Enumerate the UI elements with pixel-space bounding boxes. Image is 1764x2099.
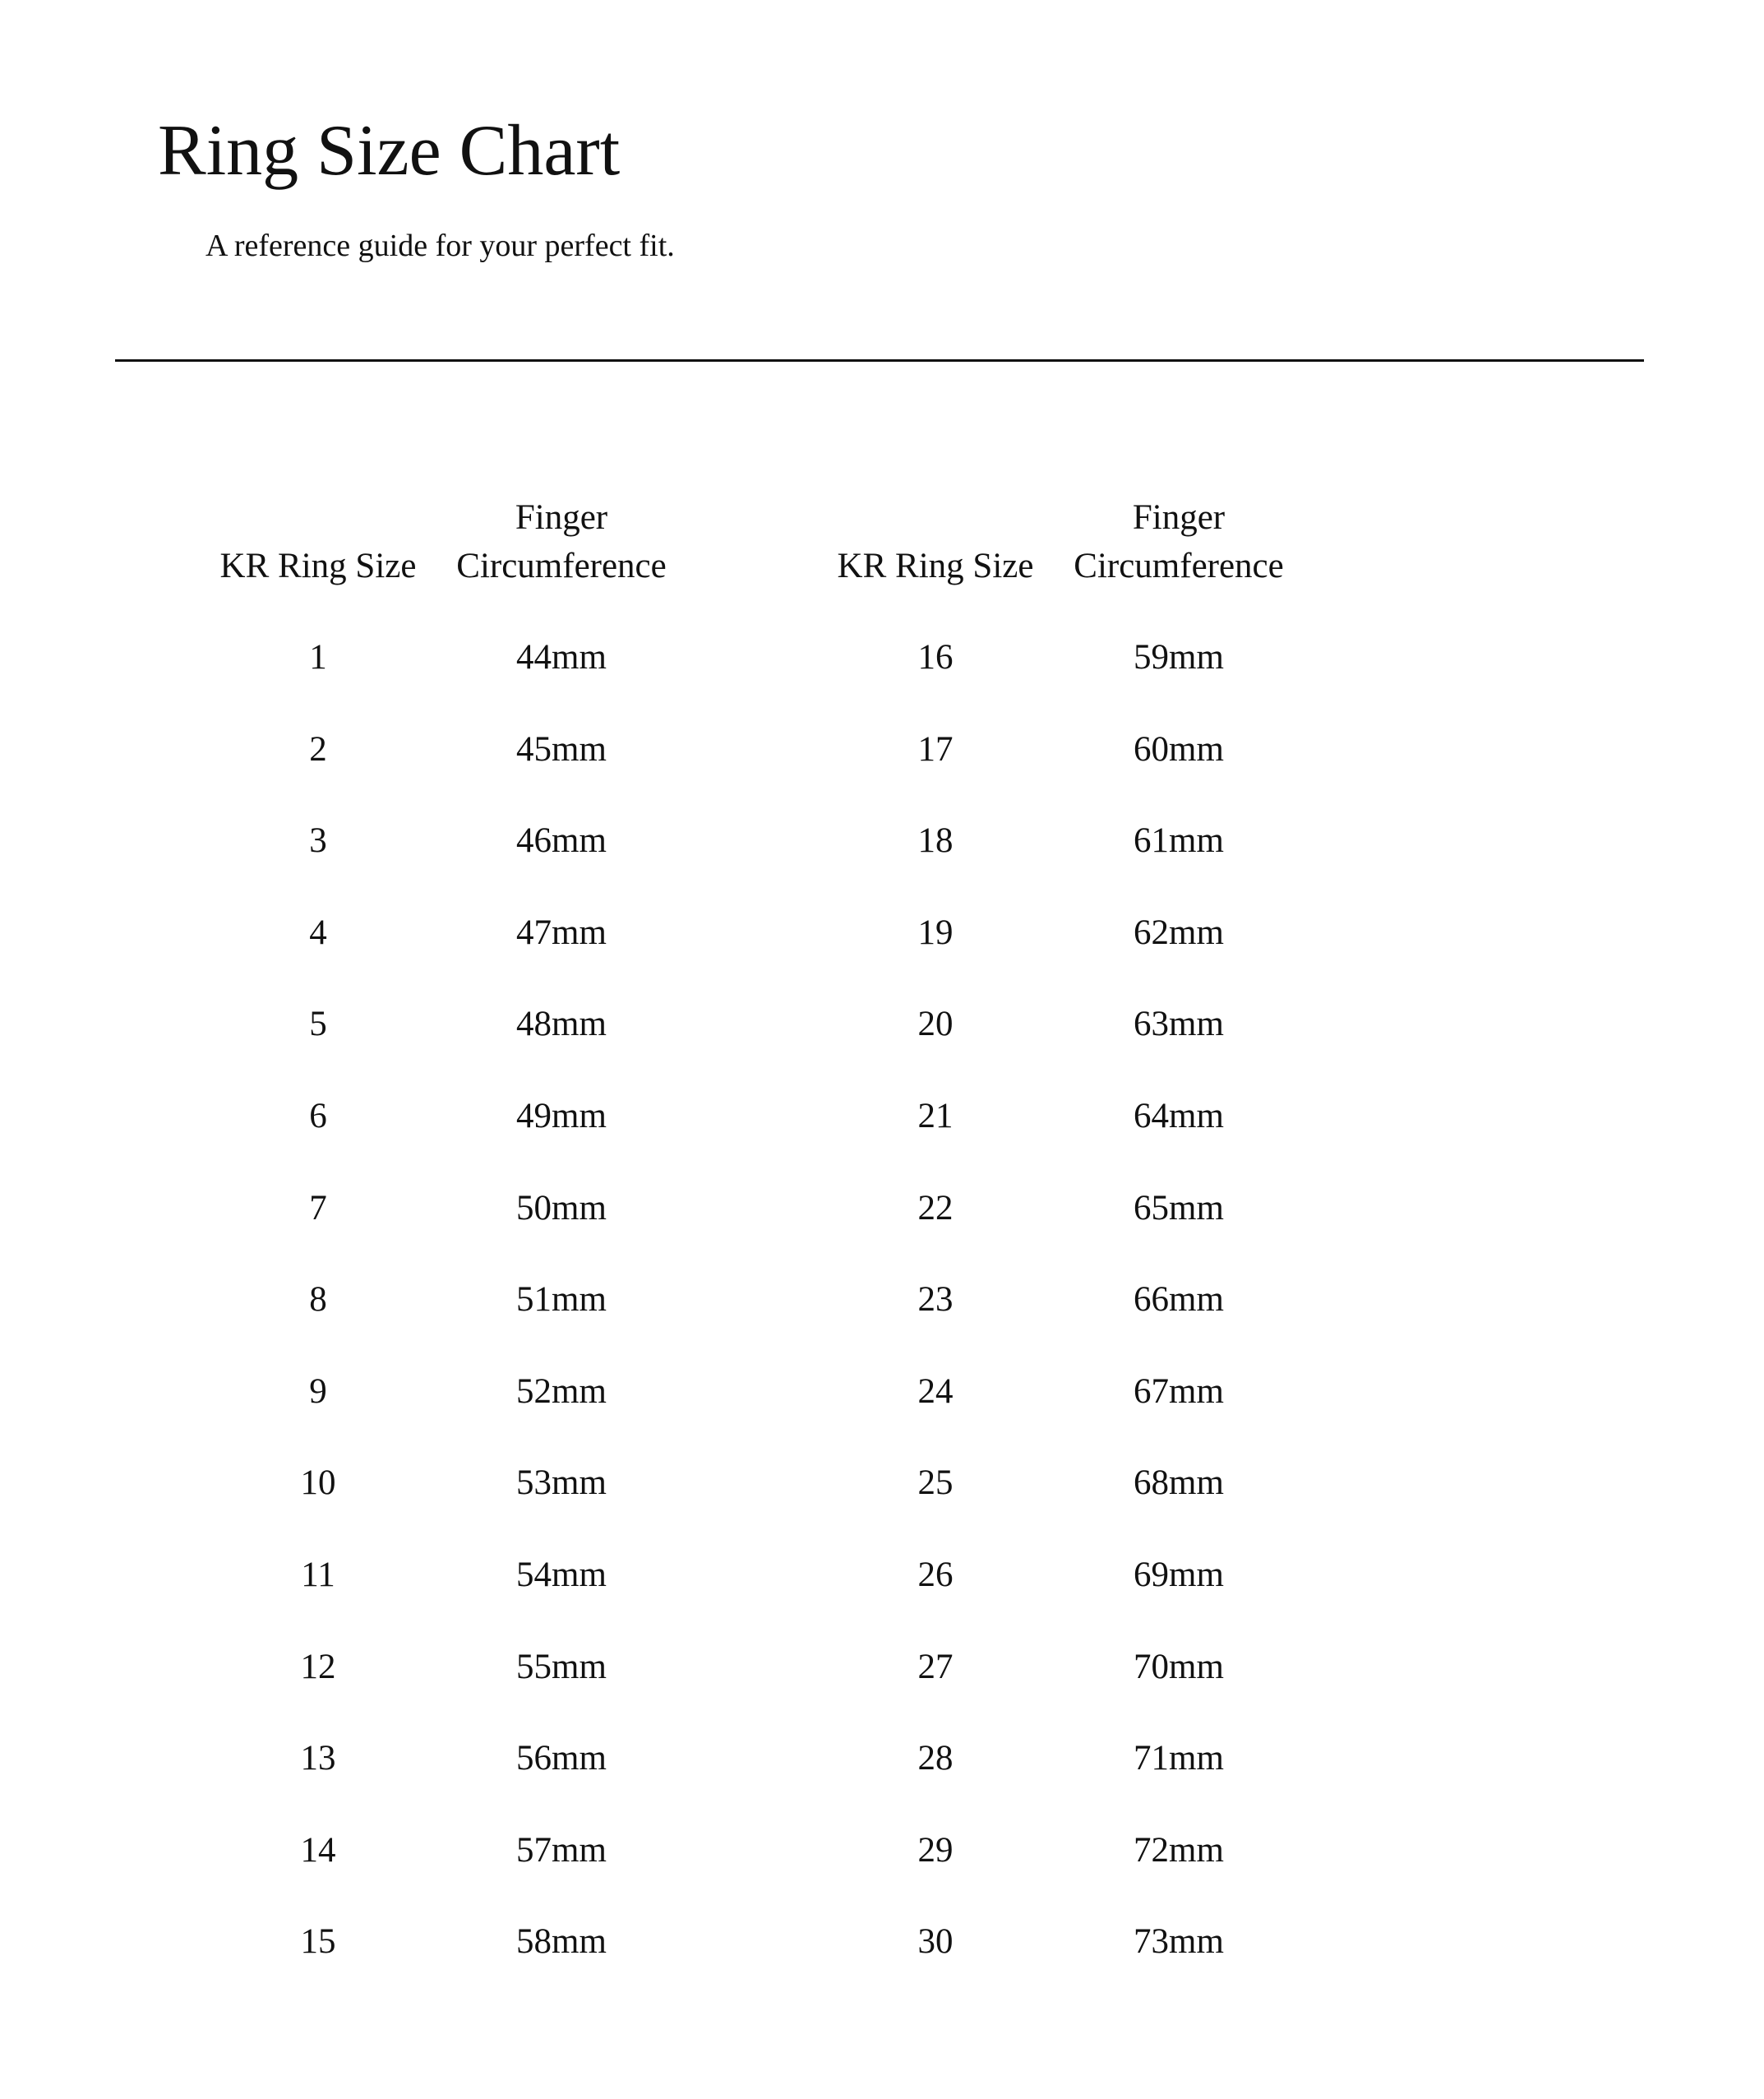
circumference-cell: 63mm <box>1134 1005 1224 1044</box>
table-row <box>195 1084 688 1176</box>
ring-size-cell: 6 <box>309 1096 327 1135</box>
circumference-cell: 71mm <box>1134 1739 1224 1778</box>
circumference-cell: 64mm <box>1134 1096 1224 1135</box>
table-row <box>812 717 1305 809</box>
table-row <box>195 1909 688 2001</box>
table-row <box>812 1726 1305 1818</box>
table-row <box>812 808 1305 900</box>
ring-size-cell: 20 <box>917 1005 954 1044</box>
ring-size-cell: 4 <box>309 913 327 952</box>
table-row <box>812 1634 1305 1727</box>
ring-size-cell: 30 <box>917 1922 954 1962</box>
ring-size-cell: 11 <box>301 1555 335 1594</box>
table-row <box>195 717 688 809</box>
ring-size-cell: 18 <box>917 821 954 861</box>
table-row <box>812 1084 1305 1176</box>
circumference-cell: 66mm <box>1134 1280 1224 1320</box>
table-row <box>812 1359 1305 1451</box>
title-divider <box>115 359 1644 362</box>
table-row <box>812 1542 1305 1634</box>
circumference-cell: 59mm <box>1134 638 1224 677</box>
circumference-cell: 73mm <box>1134 1922 1224 1962</box>
ring-size-cell: 25 <box>917 1463 954 1503</box>
circumference-cell: 67mm <box>1134 1371 1224 1411</box>
table-row <box>195 1818 688 1910</box>
table-row <box>195 1726 688 1818</box>
table-row <box>812 1267 1305 1359</box>
circumference-cell: 53mm <box>516 1463 607 1503</box>
table-row <box>195 1359 688 1451</box>
header-ring-size: KR Ring Size <box>837 547 1034 585</box>
table-row <box>812 992 1305 1084</box>
table-row <box>812 625 1305 717</box>
table-row <box>195 1634 688 1727</box>
circumference-cell: 49mm <box>516 1096 607 1135</box>
table-row <box>195 1267 688 1359</box>
header-ring-size: KR Ring Size <box>219 547 417 585</box>
ring-size-cell: 23 <box>917 1280 954 1320</box>
ring-size-cell: 16 <box>917 638 954 677</box>
circumference-cell: 46mm <box>516 821 607 861</box>
table-row <box>812 1909 1305 2001</box>
ring-size-cell: 8 <box>309 1280 327 1320</box>
circumference-cell: 58mm <box>516 1922 607 1962</box>
circumference-cell: 68mm <box>1134 1463 1224 1503</box>
table-row <box>812 1818 1305 1910</box>
circumference-cell: 54mm <box>516 1555 607 1594</box>
ring-size-cell: 26 <box>917 1555 954 1594</box>
ring-size-cell: 12 <box>300 1647 336 1686</box>
circumference-cell: 62mm <box>1134 913 1224 952</box>
circumference-cell: 47mm <box>516 913 607 952</box>
ring-size-cell: 27 <box>917 1647 954 1686</box>
table-row <box>195 992 688 1084</box>
ring-size-cell: 9 <box>309 1371 327 1411</box>
ring-size-cell: 2 <box>309 729 327 769</box>
ring-size-cell: 24 <box>917 1371 954 1411</box>
circumference-cell: 50mm <box>516 1188 607 1227</box>
circumference-cell: 51mm <box>516 1280 607 1320</box>
ring-size-cell: 28 <box>917 1739 954 1778</box>
circumference-cell: 45mm <box>516 729 607 769</box>
ring-size-cell: 5 <box>309 1005 327 1044</box>
ring-size-cell: 15 <box>300 1922 336 1962</box>
table-row <box>195 1450 688 1542</box>
ring-size-cell: 22 <box>917 1188 954 1227</box>
size-rows-right <box>812 625 1305 2001</box>
ring-size-cell: 29 <box>917 1830 954 1870</box>
table-row <box>195 1176 688 1268</box>
circumference-cell: 65mm <box>1134 1188 1224 1227</box>
circumference-cell: 56mm <box>516 1739 607 1778</box>
circumference-cell: 69mm <box>1134 1555 1224 1594</box>
circumference-cell: 52mm <box>516 1371 607 1411</box>
circumference-cell: 44mm <box>516 638 607 677</box>
table-row <box>195 900 688 992</box>
size-rows-left <box>195 625 688 2001</box>
ring-size-cell: 1 <box>309 638 327 677</box>
ring-size-cell: 19 <box>917 913 954 952</box>
header-finger-circumference: Finger Circumference <box>456 498 667 585</box>
ring-size-cell: 14 <box>300 1830 336 1870</box>
table-row <box>812 1176 1305 1268</box>
table-row <box>812 900 1305 992</box>
table-row <box>195 808 688 900</box>
circumference-cell: 57mm <box>516 1830 607 1870</box>
table-row <box>195 625 688 717</box>
page-subtitle: A reference guide for your perfect fit. <box>205 229 675 263</box>
ring-size-cell: 3 <box>309 821 327 861</box>
circumference-cell: 61mm <box>1134 821 1224 861</box>
circumference-cell: 48mm <box>516 1005 607 1044</box>
header-finger-circumference: Finger Circumference <box>1074 498 1284 585</box>
ring-size-cell: 7 <box>309 1188 327 1227</box>
ring-size-cell: 13 <box>300 1739 336 1778</box>
ring-size-cell: 17 <box>917 729 954 769</box>
circumference-cell: 70mm <box>1134 1647 1224 1686</box>
circumference-cell: 55mm <box>516 1647 607 1686</box>
table-row <box>195 1542 688 1634</box>
circumference-cell: 72mm <box>1134 1830 1224 1870</box>
circumference-cell: 60mm <box>1134 729 1224 769</box>
page-title: Ring Size Chart <box>158 111 621 191</box>
ring-size-cell: 10 <box>300 1463 336 1503</box>
table-row <box>812 1450 1305 1542</box>
ring-size-cell: 21 <box>917 1096 954 1135</box>
